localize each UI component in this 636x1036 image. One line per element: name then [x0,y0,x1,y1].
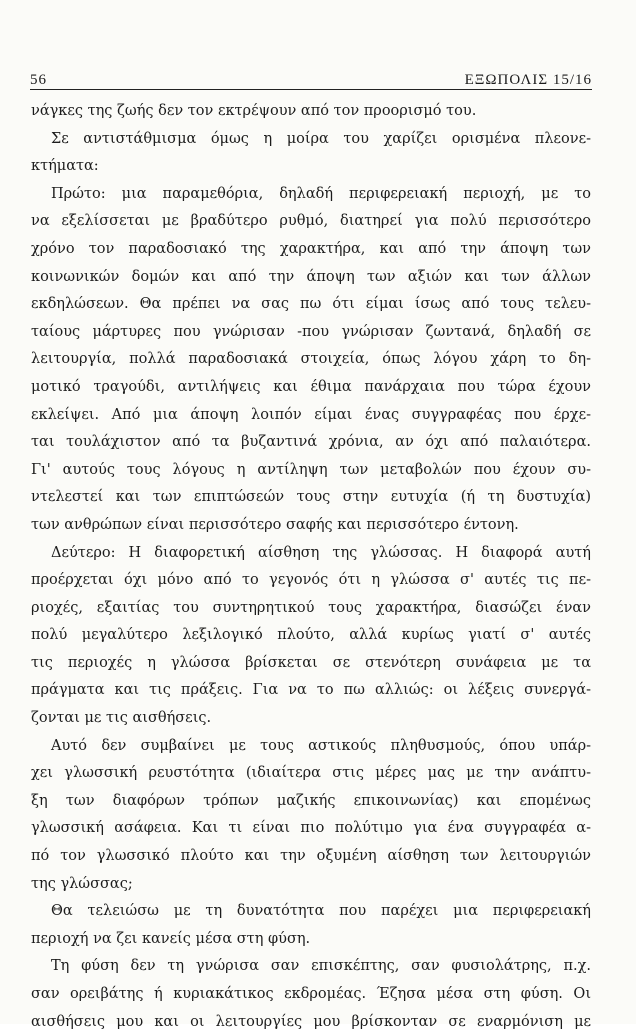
text-line: να εξελίσσεται με βραδύτερο ρυθμό, διατηρεί για πολύ περισσότερο [31,213,591,230]
text-line: τις περιοχές η γλώσσα βρίσκεται σε στενότερη συνάφεια με τα [31,654,591,671]
header-rule [30,89,592,90]
text-line: αισθήσεις μου και οι λειτουργίες μου βρίσκονταν σε εναρμόνιση με [31,1013,591,1030]
body-text [31,98,591,1036]
page-number: 56 [30,72,47,88]
text-line: κτήματα: [31,158,99,175]
text-line: Πρώτο: μια παραμεθόρια, δηλαδή περιφερειακή περιοχή, με το [51,185,591,202]
text-line: πράγματα και τις πράξεις. Για να το πω αλλιώς: οι λέξεις συνεργά- [31,682,591,699]
text-line: χει γλωσσική ρευστότητα (ιδιαίτερα στις μέρες μας με την ανάπτυ- [31,765,591,782]
text-line: κοινωνικών δομών και από την άποψη των αξιών και των άλλων [31,268,591,285]
text-line: Θα τελειώσω με τη δυνατότητα που παρέχει μια περιφερειακή [51,903,591,920]
text-line: χρόνο τον παραδοσιακό της χαρακτήρα, και από την άποψη των [31,240,591,257]
text-line: ζονται με τις αισθήσεις. [31,710,212,727]
text-line: της γλώσσας; [31,875,133,892]
text-line: Αυτό δεν συμβαίνει με τους αστικούς πληθυσμούς, όπου υπάρ- [51,737,591,754]
text-line: γλωσσική ασάφεια. Και τι είναι πιο πολύτιμο για ένα συγγραφέα α- [31,820,591,837]
text-line: περιοχή να ζει κανείς μέσα στη φύση. [31,930,311,947]
text-line: Δεύτερο: Η διαφορετική αίσθηση της γλώσσας. Η διαφορά αυτή [51,544,591,561]
text-line: ριοχές, εξαιτίας του συντηρητικού τους χαρακτήρα, διασώζει έναν [31,599,591,616]
text-line: ξη των διαφόρων τρόπων μαζικής επικοινωνίας) και επομένως [31,792,591,809]
text-line: πό τον γλωσσικό πλούτο και την οξυμένη αίσθηση των λειτουργιών [31,848,591,865]
text-line: ται τουλάχιστον από τα βυζαντινά χρόνια, αν όχι από παλαιότερα. [31,434,591,451]
text-line: Γι' αυτούς τους λόγους η αντίληψη των μεταβολών που έχουν συ- [31,461,591,478]
text-line: Τη φύση δεν τη γνώρισα σαν επισκέπτης, σαν φυσιολάτρης, π.χ. [51,958,591,975]
text-line: Σε αντιστάθμισμα όμως η μοίρα του χαρίζει ορισμένα πλεονε- [51,130,591,147]
text-line: πολύ μεγαλύτερο λεξιλογικό πλούτο, αλλά κυρίως γιατί σ' αυτές [31,627,591,644]
text-line: εκλείψει. Από μια άποψη λοιπόν είμαι ένας συγγραφέας που έρχε- [31,406,591,423]
text-line: νάγκες της ζωής δεν τον εκτρέψουν από τον προορισμό του. [31,103,477,119]
text-line: ντελεστεί και των επιπτώσεών τους στην ευτυχία (ή τη δυστυχία) [31,489,591,506]
text-line: προέρχεται όχι μόνο από το γεγονός ότι η γλώσσα σ' αυτές τις πε- [31,572,591,589]
text-line: μοτικό τραγούδι, αντιλήψεις και έθιμα πανάρχαια που τώρα έχουν [31,378,591,395]
text-line: των ανθρώπων είναι περισσότερο σαφής και περισσότερο έντονη. [31,516,519,533]
text-line: εκδηλώσεων. Θα πρέπει να σας πω ότι είμαι ίσως από τους τελευ- [31,296,591,313]
running-head [30,72,592,90]
journal-title: ΕΞΩΠΟΛΙΣ 15/16 [464,72,592,88]
text-line: ταίους μάρτυρες που γνώρισαν -που γνώρισαν ζωντανά, δηλαδή σε [31,323,591,340]
text-line: λειτουργία, πολλά παραδοσιακά στοιχεία, όπως λόγου χάρη το δη- [31,351,591,368]
text-line: σαν ορειβάτης ή κυριακάτικος εκδρομέας. Έζησα μέσα στη φύση. Οι [31,986,591,1002]
